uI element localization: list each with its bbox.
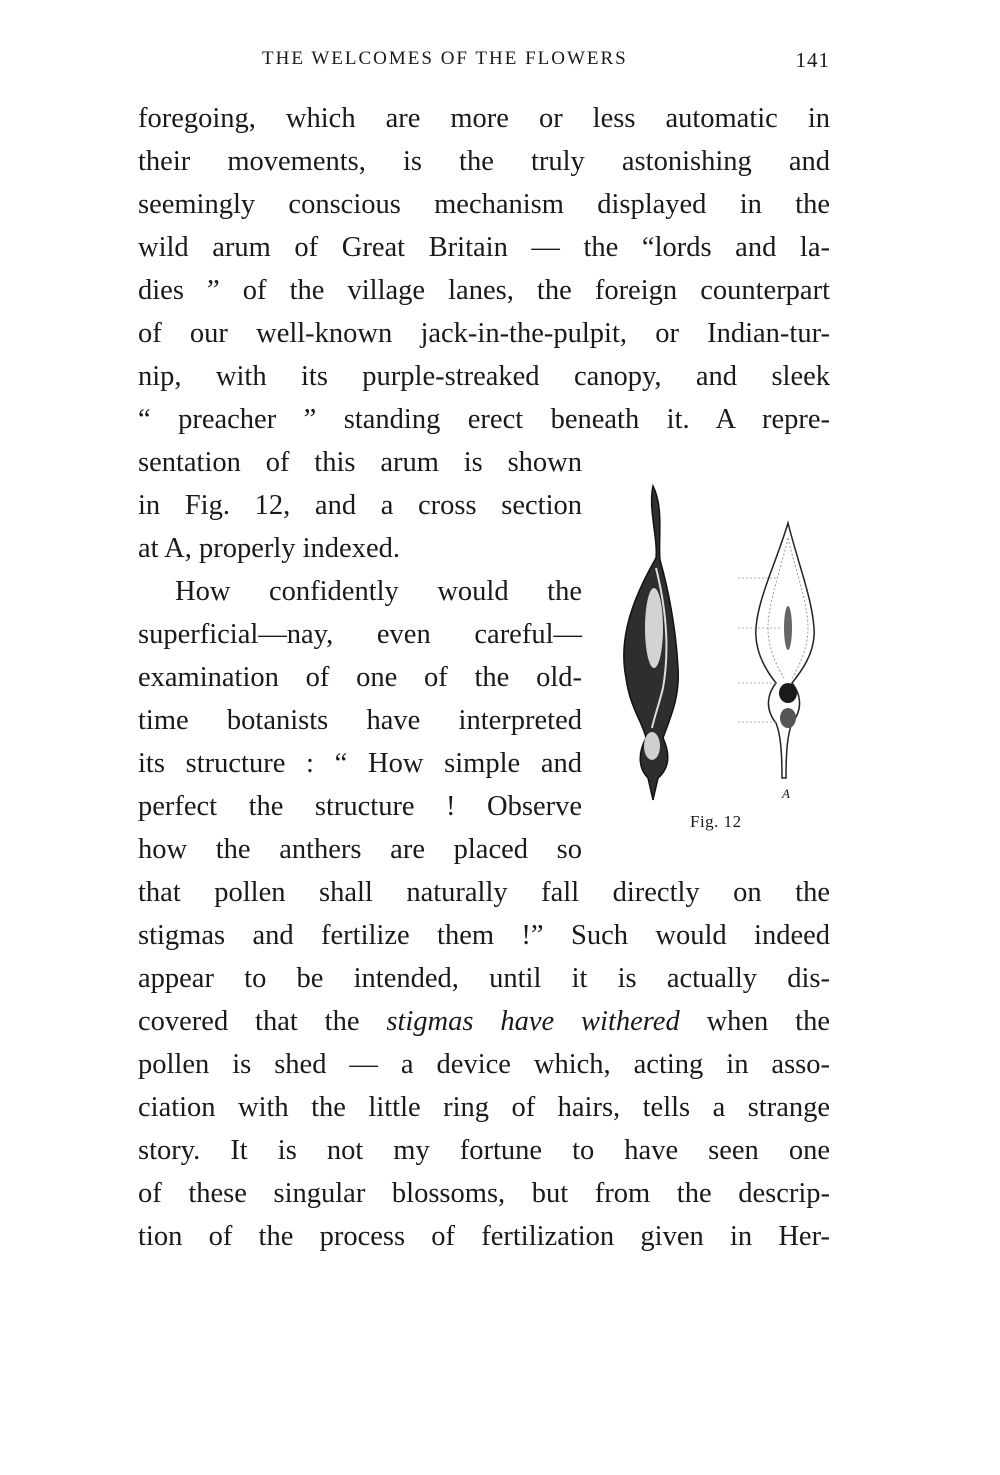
- text-line: ciation with the little ring of hairs, tells a strange: [138, 1092, 830, 1123]
- page-number: 141: [795, 48, 830, 72]
- text-line: seemingly conscious mechanism displayed in the: [138, 189, 830, 220]
- text-span: covered that the: [138, 1006, 360, 1037]
- text-line: its structure : “ How simple and: [138, 748, 582, 779]
- figure-label-a: A: [782, 786, 790, 801]
- arum-cross-section: [756, 523, 814, 778]
- text-line: sentation of this arum is shown: [138, 447, 582, 478]
- text-line: wild arum of Great Britain — the “lords and la-: [138, 232, 830, 263]
- text-line: in Fig. 12, and a cross section: [138, 490, 582, 521]
- text-line: examination of one of the old-: [138, 662, 582, 693]
- text-line: superficial—nay, even careful—: [138, 619, 582, 650]
- text-line: nip, with its purple-streaked canopy, and sleek: [138, 361, 830, 392]
- text-line-with-italic: [138, 1004, 830, 1040]
- text-line: their movements, is the truly astonishing and: [138, 146, 830, 177]
- text-line: how the anthers are placed so: [138, 834, 582, 865]
- text-line: “ preacher ” standing erect beneath it. A repre-: [138, 404, 830, 435]
- text-line: stigmas and fertilize them !” Such would indeed: [138, 920, 830, 951]
- text-line: pollen is shed — a device which, acting in asso-: [138, 1049, 830, 1080]
- running-title: THE WELCOMES OF THE FLOWERS: [262, 48, 628, 69]
- arum-drawing: [608, 478, 838, 808]
- text-line: dies ” of the village lanes, the foreign counterpart: [138, 275, 830, 306]
- text-line: foregoing, which are more or less automatic in: [138, 103, 830, 134]
- text-line: time botanists have interpreted: [138, 705, 582, 736]
- text-line: perfect the structure ! Observe: [138, 791, 582, 822]
- text-line: at A, properly indexed.: [138, 533, 400, 564]
- text-line: tion of the process of fertilization given in Her-: [138, 1221, 830, 1252]
- text-line: of these singular blossoms, but from the descrip-: [138, 1178, 830, 1209]
- figure-caption: Fig. 12: [690, 812, 742, 831]
- text-span: when the: [706, 1006, 831, 1037]
- arum-illustration: [608, 478, 838, 838]
- text-line: of our well-known jack-in-the-pulpit, or Indian-tur-: [138, 318, 830, 349]
- italic-phrase: stigmas have withered: [386, 1006, 680, 1037]
- text-line: story. It is not my fortune to have seen one: [138, 1135, 830, 1166]
- arum-spathe-exterior: [624, 486, 678, 800]
- page-header: [138, 48, 830, 76]
- text-line: that pollen shall naturally fall directly on the: [138, 877, 830, 908]
- text-line: How confidently would the: [175, 576, 582, 607]
- text-line: appear to be intended, until it is actually dis-: [138, 963, 830, 994]
